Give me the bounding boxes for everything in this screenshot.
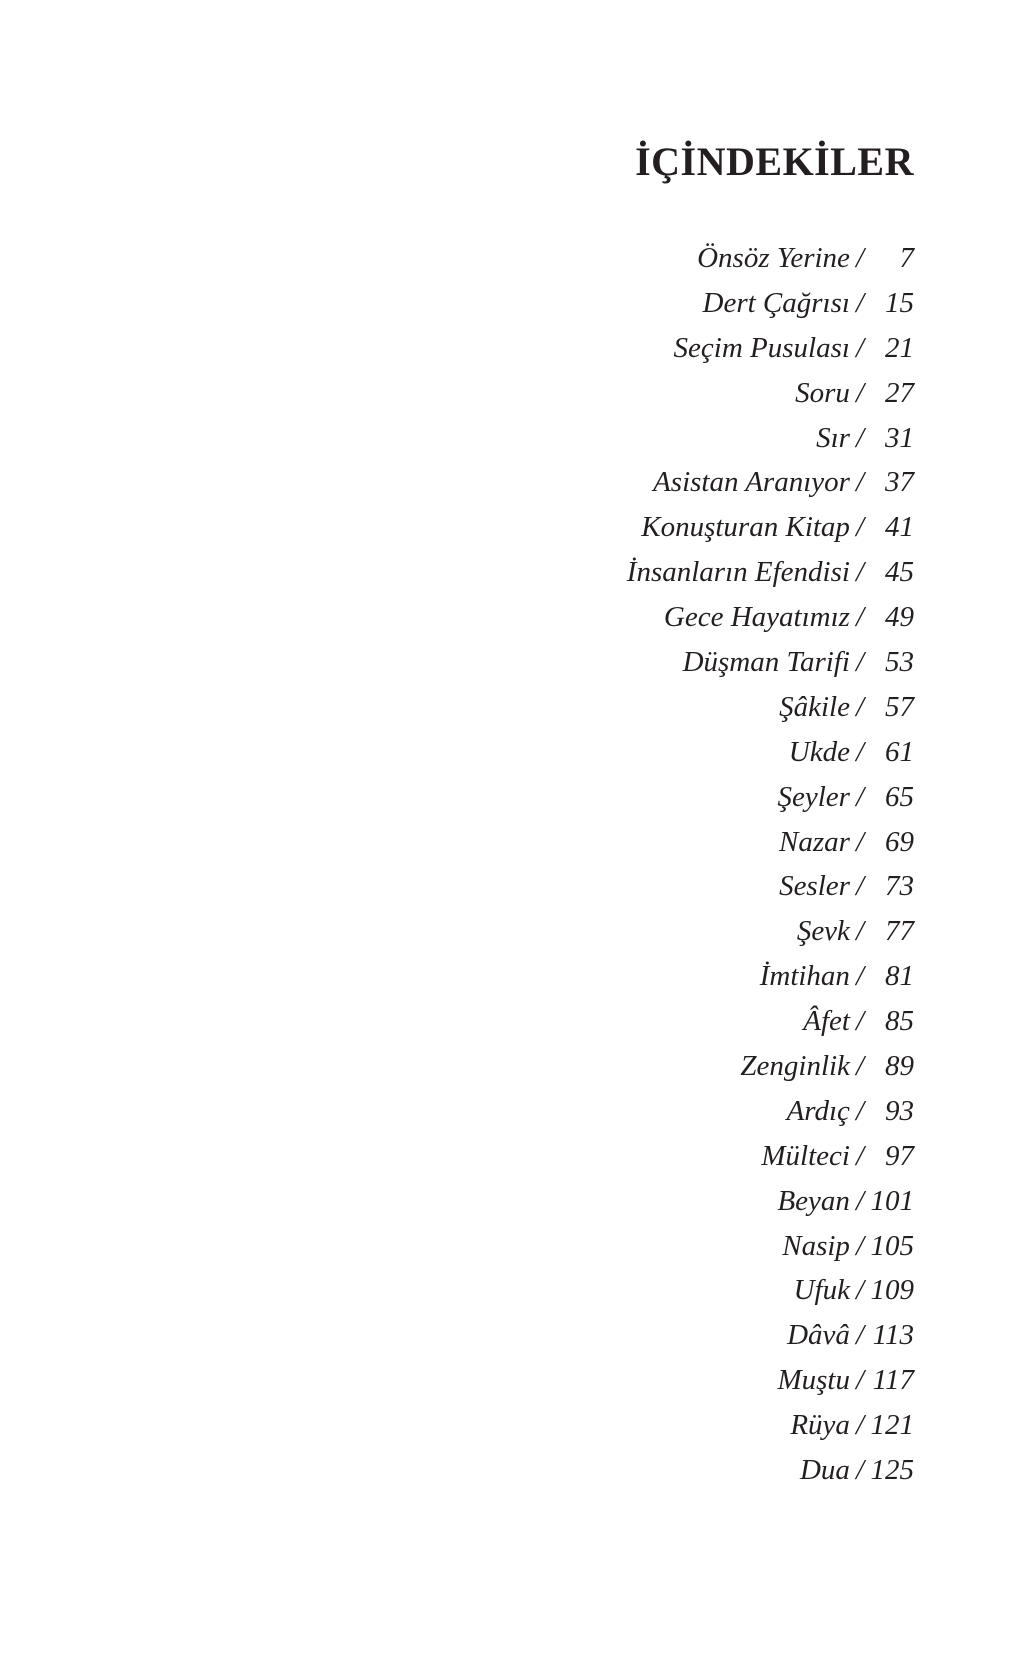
toc-entry-separator: /: [855, 556, 864, 589]
toc-entry-title: Sır: [816, 421, 850, 454]
toc-entry-separator: /: [855, 242, 864, 274]
toc-entry-title: Mülteci: [761, 1139, 850, 1172]
toc-entry-page-number: 101: [870, 1184, 914, 1217]
toc-entry-title: Ufuk: [793, 1274, 850, 1307]
toc-entry-title: İnsanların Efendisi: [626, 556, 850, 589]
toc-entry-separator: /: [855, 646, 864, 679]
toc-entry-page-number: 61: [885, 735, 914, 768]
toc-entry-title: Düşman Tarifi: [682, 646, 850, 679]
toc-entry-page-number: 21: [885, 331, 914, 364]
toc-entry: [627, 1403, 914, 1448]
toc-entry-page-number: 41: [885, 511, 914, 544]
toc-entry: [627, 909, 914, 954]
toc-entry-page-number: 125: [870, 1454, 914, 1487]
toc-entry-page-number: 69: [885, 825, 914, 858]
toc-entry-title: Ukde: [788, 735, 850, 768]
toc-entry: [627, 820, 914, 865]
toc-entry: [627, 1224, 914, 1269]
toc-entry-separator: /: [855, 825, 864, 858]
toc-entry-page-number: 117: [872, 1364, 914, 1397]
toc-entry-separator: /: [855, 1409, 864, 1442]
toc-entry-title: Muştu: [777, 1364, 850, 1397]
toc-entry-separator: /: [855, 1184, 864, 1217]
toc-entry-separator: /: [855, 1005, 864, 1038]
toc-entry-title: Sesler: [779, 870, 850, 903]
toc-entry-separator: /: [855, 376, 864, 409]
toc-entry-page-number: 105: [870, 1229, 914, 1262]
toc-entry-separator: /: [855, 960, 864, 993]
toc-entry: [627, 1134, 914, 1179]
toc-entry-separator: /: [855, 1364, 864, 1397]
toc-entry-separator: /: [855, 601, 864, 634]
toc-entry-title: Nasip: [782, 1229, 850, 1262]
toc-entry-page-number: 45: [885, 556, 914, 589]
toc-entry-separator: /: [855, 1319, 864, 1352]
toc-entry: [627, 775, 914, 820]
toc-entry-page-number: 57: [885, 690, 914, 723]
toc-entry: [627, 1089, 914, 1134]
toc-entry-separator: /: [855, 1274, 864, 1307]
toc-entry-page-number: 7: [899, 242, 914, 274]
toc-entry-separator: /: [855, 870, 864, 903]
toc-entry-separator: /: [855, 1454, 864, 1487]
toc-entry-separator: /: [855, 286, 864, 319]
toc-entry-separator: /: [855, 735, 864, 768]
toc-entry-title: İmtihan: [759, 960, 850, 993]
toc-entry-title: Şevk: [796, 915, 850, 948]
toc-entry-separator: /: [855, 466, 864, 499]
toc-entry: [627, 1448, 914, 1493]
toc-entry-page-number: 89: [885, 1050, 914, 1083]
toc-entry-page-number: 37: [885, 466, 914, 499]
toc-entry: [627, 685, 914, 730]
toc-entry: [627, 1044, 914, 1089]
toc-entry-page-number: 27: [885, 376, 914, 409]
toc-entry-separator: /: [855, 1050, 864, 1083]
toc-entry-title: Soru: [795, 376, 850, 409]
toc-entry-page-number: 53: [885, 646, 914, 679]
toc-entry: [627, 416, 914, 461]
table-of-contents: [627, 236, 914, 1493]
toc-entry-separator: /: [855, 1094, 864, 1127]
toc-entry: [627, 505, 914, 550]
toc-entry-title: Ardıç: [786, 1094, 850, 1127]
toc-entry-title: Dert Çağrısı: [702, 286, 850, 319]
toc-entry-separator: /: [855, 1139, 864, 1172]
toc-entry-title: Şâkile: [779, 690, 850, 723]
toc-entry: [627, 326, 914, 371]
toc-entry-page-number: 97: [885, 1139, 914, 1172]
toc-entry-separator: /: [855, 331, 864, 364]
toc-entry: [627, 281, 914, 326]
toc-entry: [627, 460, 914, 505]
toc-entry-title: Dua: [799, 1454, 850, 1487]
toc-entry-page-number: 77: [885, 915, 914, 948]
toc-entry-page-number: 113: [872, 1319, 914, 1352]
toc-entry: [627, 999, 914, 1044]
toc-entry: [627, 864, 914, 909]
toc-entry: [627, 1358, 914, 1403]
toc-entry-page-number: 121: [870, 1409, 914, 1442]
toc-entry: [627, 371, 914, 416]
toc-entry-title: Asistan Aranıyor: [653, 466, 850, 499]
toc-entry: [627, 550, 914, 595]
toc-entry-title: Âfet: [803, 1005, 850, 1038]
toc-entry-separator: /: [855, 690, 864, 723]
toc-entry-page-number: 31: [885, 421, 914, 454]
toc-entry-title: Konuşturan Kitap: [641, 511, 850, 544]
toc-entry: [627, 1179, 914, 1224]
toc-entry: [627, 954, 914, 999]
toc-entry-title: Gece Hayatımız: [663, 601, 850, 634]
toc-entry-page-number: 73: [885, 870, 914, 903]
toc-entry: [627, 1268, 914, 1313]
toc-entry-separator: /: [855, 915, 864, 948]
toc-entry-separator: /: [855, 421, 864, 454]
toc-entry-title: Dâvâ: [787, 1319, 850, 1352]
toc-entry: [627, 730, 914, 775]
toc-entry-page-number: 93: [885, 1094, 914, 1127]
toc-entry: [627, 640, 914, 685]
toc-entry-page-number: 49: [885, 601, 914, 634]
toc-entry-title: Beyan: [777, 1184, 850, 1217]
toc-entry-title: Nazar: [779, 825, 850, 858]
toc-entry-title: Şeyler: [777, 780, 850, 813]
toc-entry-title: Zenginlik: [740, 1050, 850, 1083]
toc-entry-page-number: 65: [885, 780, 914, 813]
toc-entry-page-number: 81: [885, 960, 914, 993]
page-title: İÇİNDEKİLER: [635, 139, 914, 184]
toc-entry: [627, 236, 914, 281]
toc-entry-page-number: 15: [885, 286, 914, 319]
toc-entry-page-number: 85: [885, 1005, 914, 1038]
toc-entry-page-number: 109: [870, 1274, 914, 1307]
toc-entry-title: Önsöz Yerine: [697, 242, 850, 274]
toc-entry-separator: /: [855, 1229, 864, 1262]
toc-entry: [627, 595, 914, 640]
toc-entry: [627, 1313, 914, 1358]
toc-entry-title: Rüya: [790, 1409, 850, 1442]
toc-entry-separator: /: [855, 780, 864, 813]
toc-entry-separator: /: [855, 511, 864, 544]
toc-entry-title: Seçim Pusulası: [673, 331, 850, 364]
